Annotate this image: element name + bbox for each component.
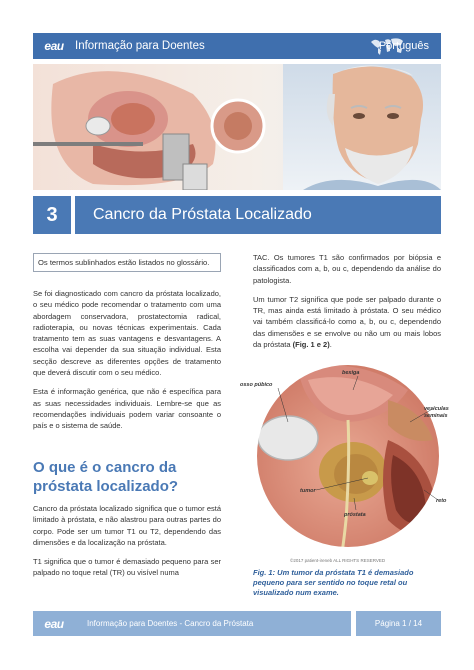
left-column bbox=[33, 288, 221, 440]
footer-eau-logo: eau bbox=[44, 616, 64, 631]
hero-banner bbox=[33, 64, 441, 190]
left-column-lower bbox=[33, 503, 221, 587]
label-rectum: reto bbox=[436, 498, 447, 504]
left-paragraph-2: Esta é informação genérica, que não é específica para as suas necessidades individuais. Lembre-se que as recomendações individuais podem variar consoante o país e o sistema de saúde. bbox=[33, 387, 221, 431]
prostate-anatomy-illustration bbox=[238, 360, 448, 570]
figure-copyright: ©2017 patient-ireneb ALL RIGHTS RESERVED bbox=[290, 558, 386, 563]
figure-reference: (Fig. 1 e 2) bbox=[292, 340, 330, 350]
footer-text: Informação para Doentes - Cancro da Próstata bbox=[87, 619, 254, 628]
header-title: Informação para Doentes bbox=[75, 40, 205, 52]
right-paragraph-2: Um tumor T2 significa que pode ser palpado durante o TR, mas ainda está limitado à próstata. O seu médico vai também classificá-lo como a, b, ou c, dependendo das dimensões e se envolve ou não um ou mais lobos da próstata (Fig. 1 e 2). bbox=[253, 294, 441, 350]
right-paragraph-1: TAC. Os tumores T1 são confirmados por biópsia e classificados com a, b, ou c, dependendo da análise do patologista. bbox=[253, 253, 441, 285]
chapter-title: Cancro da Próstata Localizado bbox=[75, 196, 441, 234]
label-seminal-vesicles: vesículas seminais bbox=[424, 406, 449, 419]
label-prostate: próstata bbox=[344, 512, 366, 518]
header-bar bbox=[33, 33, 441, 59]
left-paragraph-1: Se foi diagnosticado com cancro da próstata localizado, o seu médico pode recomendar o tratamento com uma abordagem conservadora, prostatectomia radical, radioterapia, ou novas técnicas experimentais. Cada tratamento tem as suas vantagens e desvantagens. A escolha vai depender da sua situação individual. Esta secção descreve as diferentes opções de tratamento que deverá discutir com o seu médico. bbox=[33, 289, 221, 378]
label-tumor: tumor bbox=[300, 488, 316, 494]
language-label: Português bbox=[378, 40, 429, 52]
page-number: Página 1 / 14 bbox=[356, 611, 441, 636]
chapter-bar bbox=[33, 196, 441, 234]
figure-caption: Fig. 1: Um tumor da próstata T1 é demasiado pequeno para ser sentido no toque retal ou visualizado num exame. bbox=[253, 568, 414, 597]
hero-illustration bbox=[33, 64, 441, 190]
right-column bbox=[253, 252, 441, 358]
label-bladder: bexiga bbox=[342, 370, 360, 376]
section-heading: O que é o cancro da próstata localizado? bbox=[33, 459, 179, 495]
glossary-note: Os termos sublinhados estão listados no glossário. bbox=[33, 253, 221, 272]
chapter-number: 3 bbox=[33, 196, 71, 234]
eau-logo: eau bbox=[44, 39, 64, 53]
left-paragraph-4: T1 significa que o tumor é demasiado pequeno para ser palpado no toque retal (TR) ou visível numa bbox=[33, 557, 221, 578]
footer-bar bbox=[33, 611, 441, 636]
left-paragraph-3: Cancro da próstata localizado significa que o tumor está limitado à próstata, e não alastrou para outras partes do corpo. Pode ser um tumor T1 ou T2, dependendo das dimensões e da localização na próstata. bbox=[33, 504, 221, 547]
label-pubic-bone: osso púbico bbox=[240, 382, 273, 388]
anatomy-figure bbox=[238, 360, 448, 570]
